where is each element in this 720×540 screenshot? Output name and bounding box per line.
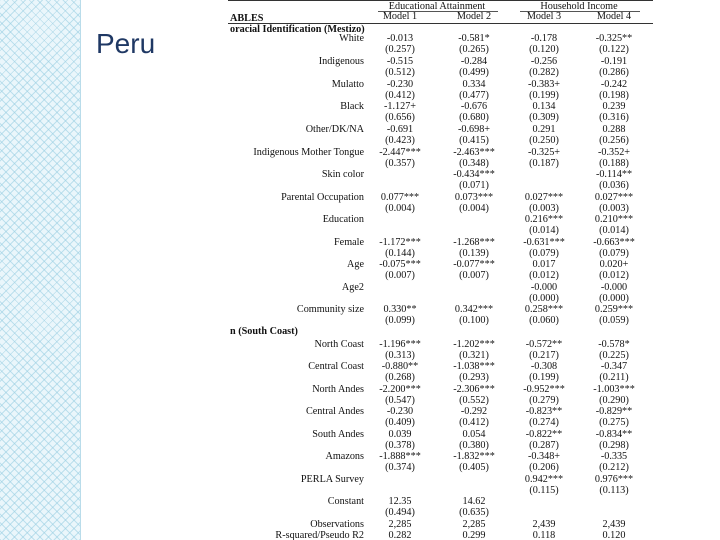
- standard-error-cell: (0.060): [529, 315, 559, 326]
- coefficient-cell: -2.463***: [453, 147, 495, 158]
- standard-error-cell: (0.059): [599, 315, 629, 326]
- coefficient-cell: -0.834**: [595, 429, 633, 440]
- standard-error-cell: (0.415): [459, 135, 489, 146]
- standard-error-cell: (0.187): [529, 158, 559, 169]
- table-model-header: [228, 11, 653, 23]
- coefficient-cell: -0.698+: [457, 124, 491, 135]
- coefficient-cell: -1.038***: [453, 361, 495, 372]
- standard-error-cell: (0.282): [529, 67, 559, 78]
- coefficient-cell: -0.256: [530, 56, 558, 67]
- standard-error-cell: (0.007): [459, 270, 489, 281]
- standard-error-cell: (0.014): [599, 225, 629, 236]
- standard-error-cell: (0.286): [599, 67, 629, 78]
- standard-error-cell: (0.279): [529, 395, 559, 406]
- coefficient-cell: 0.330**: [383, 304, 417, 315]
- coefficient-cell: -0.352+: [597, 147, 631, 158]
- standard-error-cell: (0.004): [385, 203, 415, 214]
- standard-error-cell: (0.139): [459, 248, 489, 259]
- coefficient-cell: -1.196***: [379, 339, 421, 350]
- standard-error-cell: (0.100): [459, 315, 489, 326]
- coefficient-cell: -0.242: [600, 79, 628, 90]
- standard-error-cell: (0.012): [529, 270, 559, 281]
- group-educational-attainment: Educational Attainment: [388, 1, 486, 12]
- row-label: R-squared/Pseudo R2: [275, 530, 364, 540]
- row-label: Parental Occupation: [281, 192, 364, 203]
- standard-error-cell: (0.115): [529, 485, 559, 496]
- standard-error-cell: (0.012): [599, 270, 629, 281]
- standard-error-cell: (0.003): [529, 203, 559, 214]
- coefficient-cell: 0.039: [388, 429, 412, 440]
- coefficient-cell: 2,439: [602, 519, 626, 530]
- row-label: North Andes: [312, 384, 364, 395]
- standard-error-cell: (0.000): [529, 293, 559, 304]
- row-label: Observations: [310, 519, 364, 530]
- standard-error-cell: (0.099): [385, 315, 415, 326]
- coefficient-cell: 0.976***: [594, 474, 634, 485]
- standard-error-cell: (0.357): [385, 158, 415, 169]
- coefficient-cell: -0.348+: [527, 451, 561, 462]
- row-label: South Andes: [312, 429, 364, 440]
- standard-error-cell: (0.309): [529, 112, 559, 123]
- standard-error-cell: (0.079): [529, 248, 559, 259]
- coefficient-cell: -0.335: [600, 451, 628, 462]
- coefficient-cell: -0.230: [386, 79, 414, 90]
- standard-error-cell: (0.004): [459, 203, 489, 214]
- row-label: Amazons: [325, 451, 364, 462]
- coefficient-cell: 0.282: [388, 530, 412, 540]
- standard-error-cell: (0.380): [459, 440, 489, 451]
- coefficient-cell: 0.027***: [594, 192, 634, 203]
- standard-error-cell: (0.494): [385, 507, 415, 518]
- coefficient-cell: -0.578*: [598, 339, 630, 350]
- coefficient-cell: 0.054: [462, 429, 486, 440]
- coefficient-cell: 0.334: [462, 79, 486, 90]
- coefficient-cell: -0.383+: [527, 79, 561, 90]
- standard-error-cell: (0.003): [599, 203, 629, 214]
- standard-error-cell: (0.298): [599, 440, 629, 451]
- row-label: Skin color: [321, 169, 364, 180]
- coefficient-cell: -0.631***: [523, 237, 565, 248]
- standard-error-cell: (0.635): [459, 507, 489, 518]
- row-label: Indigenous Mother Tongue: [253, 147, 364, 158]
- coefficient-cell: -0.347: [600, 361, 628, 372]
- standard-error-cell: (0.079): [599, 248, 629, 259]
- model-header: Model 1: [382, 11, 418, 22]
- standard-error-cell: (0.014): [529, 225, 559, 236]
- coefficient-cell: -0.178: [530, 33, 558, 44]
- standard-error-cell: (0.274): [529, 417, 559, 428]
- row-label: Black: [340, 101, 364, 112]
- coefficient-cell: -0.581*: [458, 33, 490, 44]
- standard-error-cell: (0.313): [385, 350, 415, 361]
- group-household-income: Household Income: [540, 1, 618, 12]
- standard-error-cell: (0.477): [459, 90, 489, 101]
- coefficient-cell: 0.077***: [380, 192, 420, 203]
- coefficient-cell: -0.077***: [453, 259, 495, 270]
- standard-error-cell: (0.374): [385, 462, 415, 473]
- coefficient-cell: -0.325**: [595, 33, 633, 44]
- row-label: Community size: [296, 304, 364, 315]
- standard-error-cell: (0.206): [529, 462, 559, 473]
- coefficient-cell: -0.308: [530, 361, 558, 372]
- standard-error-cell: (0.225): [599, 350, 629, 361]
- coefficient-cell: -0.676: [460, 101, 488, 112]
- section-label: oracial Identification (Mestizo): [230, 24, 365, 35]
- standard-error-cell: (0.071): [459, 180, 489, 191]
- coefficient-cell: -0.434***: [453, 169, 495, 180]
- coefficient-cell: -0.075***: [379, 259, 421, 270]
- coefficient-cell: -1.172***: [379, 237, 421, 248]
- variables-header: ABLES: [230, 13, 264, 24]
- coefficient-cell: 0.134: [532, 101, 556, 112]
- standard-error-cell: (0.257): [385, 44, 415, 55]
- standard-error-cell: (0.275): [599, 417, 629, 428]
- coefficient-cell: -0.000: [530, 282, 558, 293]
- standard-error-cell: (0.000): [599, 293, 629, 304]
- coefficient-cell: -0.114**: [595, 169, 633, 180]
- standard-error-cell: (0.268): [385, 372, 415, 383]
- standard-error-cell: (0.144): [385, 248, 415, 259]
- coefficient-cell: 0.259***: [594, 304, 634, 315]
- coefficient-cell: 0.118: [532, 530, 556, 540]
- standard-error-cell: (0.198): [599, 90, 629, 101]
- decorative-side-band: [0, 0, 81, 540]
- coefficient-cell: -1.888***: [379, 451, 421, 462]
- coefficient-cell: -0.515: [386, 56, 414, 67]
- coefficient-cell: 0.299: [462, 530, 486, 540]
- coefficient-cell: 14.62: [462, 496, 486, 507]
- coefficient-cell: -0.325+: [527, 147, 561, 158]
- coefficient-cell: 0.017: [532, 259, 556, 270]
- standard-error-cell: (0.293): [459, 372, 489, 383]
- standard-error-cell: (0.512): [385, 67, 415, 78]
- row-label: Mulatto: [331, 79, 364, 90]
- coefficient-cell: 0.342***: [454, 304, 494, 315]
- standard-error-cell: (0.199): [529, 90, 559, 101]
- standard-error-cell: (0.680): [459, 112, 489, 123]
- row-label: Education: [322, 214, 364, 225]
- coefficient-cell: -0.823**: [525, 406, 563, 417]
- row-label: PERLA Survey: [300, 474, 364, 485]
- standard-error-cell: (0.036): [599, 180, 629, 191]
- coefficient-cell: -0.013: [386, 33, 414, 44]
- standard-error-cell: (0.256): [599, 135, 629, 146]
- coefficient-cell: 0.020+: [599, 259, 629, 270]
- row-label: White: [339, 33, 364, 44]
- standard-error-cell: (0.547): [385, 395, 415, 406]
- row-label: Female: [334, 237, 364, 248]
- model-header: Model 3: [526, 11, 562, 22]
- slide-title: Peru: [96, 28, 156, 59]
- coefficient-cell: 0.216***: [524, 214, 564, 225]
- coefficient-cell: 0.027***: [524, 192, 564, 203]
- row-label: Central Coast: [308, 361, 364, 372]
- coefficient-cell: -0.952***: [523, 384, 565, 395]
- coefficient-cell: 2,285: [388, 519, 412, 530]
- standard-error-cell: (0.552): [459, 395, 489, 406]
- coefficient-cell: -1.268***: [453, 237, 495, 248]
- row-label: North Coast: [314, 339, 364, 350]
- coefficient-cell: 0.120: [602, 530, 626, 540]
- coefficient-cell: -1.202***: [453, 339, 495, 350]
- regression-table: [228, 0, 653, 540]
- standard-error-cell: (0.423): [385, 135, 415, 146]
- standard-error-cell: (0.378): [385, 440, 415, 451]
- coefficient-cell: 2,439: [532, 519, 556, 530]
- coefficient-cell: 0.239: [602, 101, 626, 112]
- standard-error-cell: (0.499): [459, 67, 489, 78]
- standard-error-cell: (0.405): [459, 462, 489, 473]
- row-label: Central Andes: [305, 406, 364, 417]
- standard-error-cell: (0.113): [599, 485, 629, 496]
- coefficient-cell: -0.292: [460, 406, 488, 417]
- standard-error-cell: (0.212): [599, 462, 629, 473]
- standard-error-cell: (0.348): [459, 158, 489, 169]
- coefficient-cell: -0.822**: [525, 429, 563, 440]
- coefficient-cell: -0.663***: [593, 237, 635, 248]
- coefficient-cell: 0.291: [532, 124, 556, 135]
- coefficient-cell: -0.191: [600, 56, 628, 67]
- standard-error-cell: (0.412): [459, 417, 489, 428]
- coefficient-cell: -0.829**: [595, 406, 633, 417]
- model-header: Model 4: [596, 11, 632, 22]
- standard-error-cell: (0.211): [599, 372, 629, 383]
- standard-error-cell: (0.412): [385, 90, 415, 101]
- coefficient-cell: -0.880**: [381, 361, 419, 372]
- section-label: n (South Coast): [230, 326, 298, 337]
- coefficient-cell: -0.000: [600, 282, 628, 293]
- coefficient-cell: -0.230: [386, 406, 414, 417]
- coefficient-cell: -1.832***: [453, 451, 495, 462]
- coefficient-cell: -2.200***: [379, 384, 421, 395]
- standard-error-cell: (0.188): [599, 158, 629, 169]
- coefficient-cell: 0.073***: [454, 192, 494, 203]
- standard-error-cell: (0.656): [385, 112, 415, 123]
- coefficient-cell: 2,285: [462, 519, 486, 530]
- standard-error-cell: (0.120): [529, 44, 559, 55]
- row-label: Other/DK/NA: [305, 124, 364, 135]
- coefficient-cell: -1.127+: [383, 101, 417, 112]
- row-label: Indigenous: [318, 56, 364, 67]
- model-header: Model 2: [456, 11, 492, 22]
- row-label: Constant: [327, 496, 364, 507]
- row-label: Age2: [341, 282, 364, 293]
- coefficient-cell: 0.210***: [594, 214, 634, 225]
- coefficient-cell: -0.691: [386, 124, 414, 135]
- coefficient-cell: -0.572**: [525, 339, 563, 350]
- standard-error-cell: (0.007): [385, 270, 415, 281]
- standard-error-cell: (0.316): [599, 112, 629, 123]
- row-label: Age: [347, 259, 364, 270]
- coefficient-cell: 0.288: [602, 124, 626, 135]
- coefficient-cell: -1.003***: [593, 384, 635, 395]
- standard-error-cell: (0.287): [529, 440, 559, 451]
- standard-error-cell: (0.217): [529, 350, 559, 361]
- coefficient-cell: 0.942***: [524, 474, 564, 485]
- coefficient-cell: -2.306***: [453, 384, 495, 395]
- standard-error-cell: (0.122): [599, 44, 629, 55]
- standard-error-cell: (0.409): [385, 417, 415, 428]
- standard-error-cell: (0.321): [459, 350, 489, 361]
- standard-error-cell: (0.250): [529, 135, 559, 146]
- standard-error-cell: (0.265): [459, 44, 489, 55]
- standard-error-cell: (0.199): [529, 372, 559, 383]
- coefficient-cell: -2.447***: [379, 147, 421, 158]
- coefficient-cell: 0.258***: [524, 304, 564, 315]
- coefficient-cell: 12.35: [388, 496, 412, 507]
- coefficient-cell: -0.284: [460, 56, 488, 67]
- standard-error-cell: (0.290): [599, 395, 629, 406]
